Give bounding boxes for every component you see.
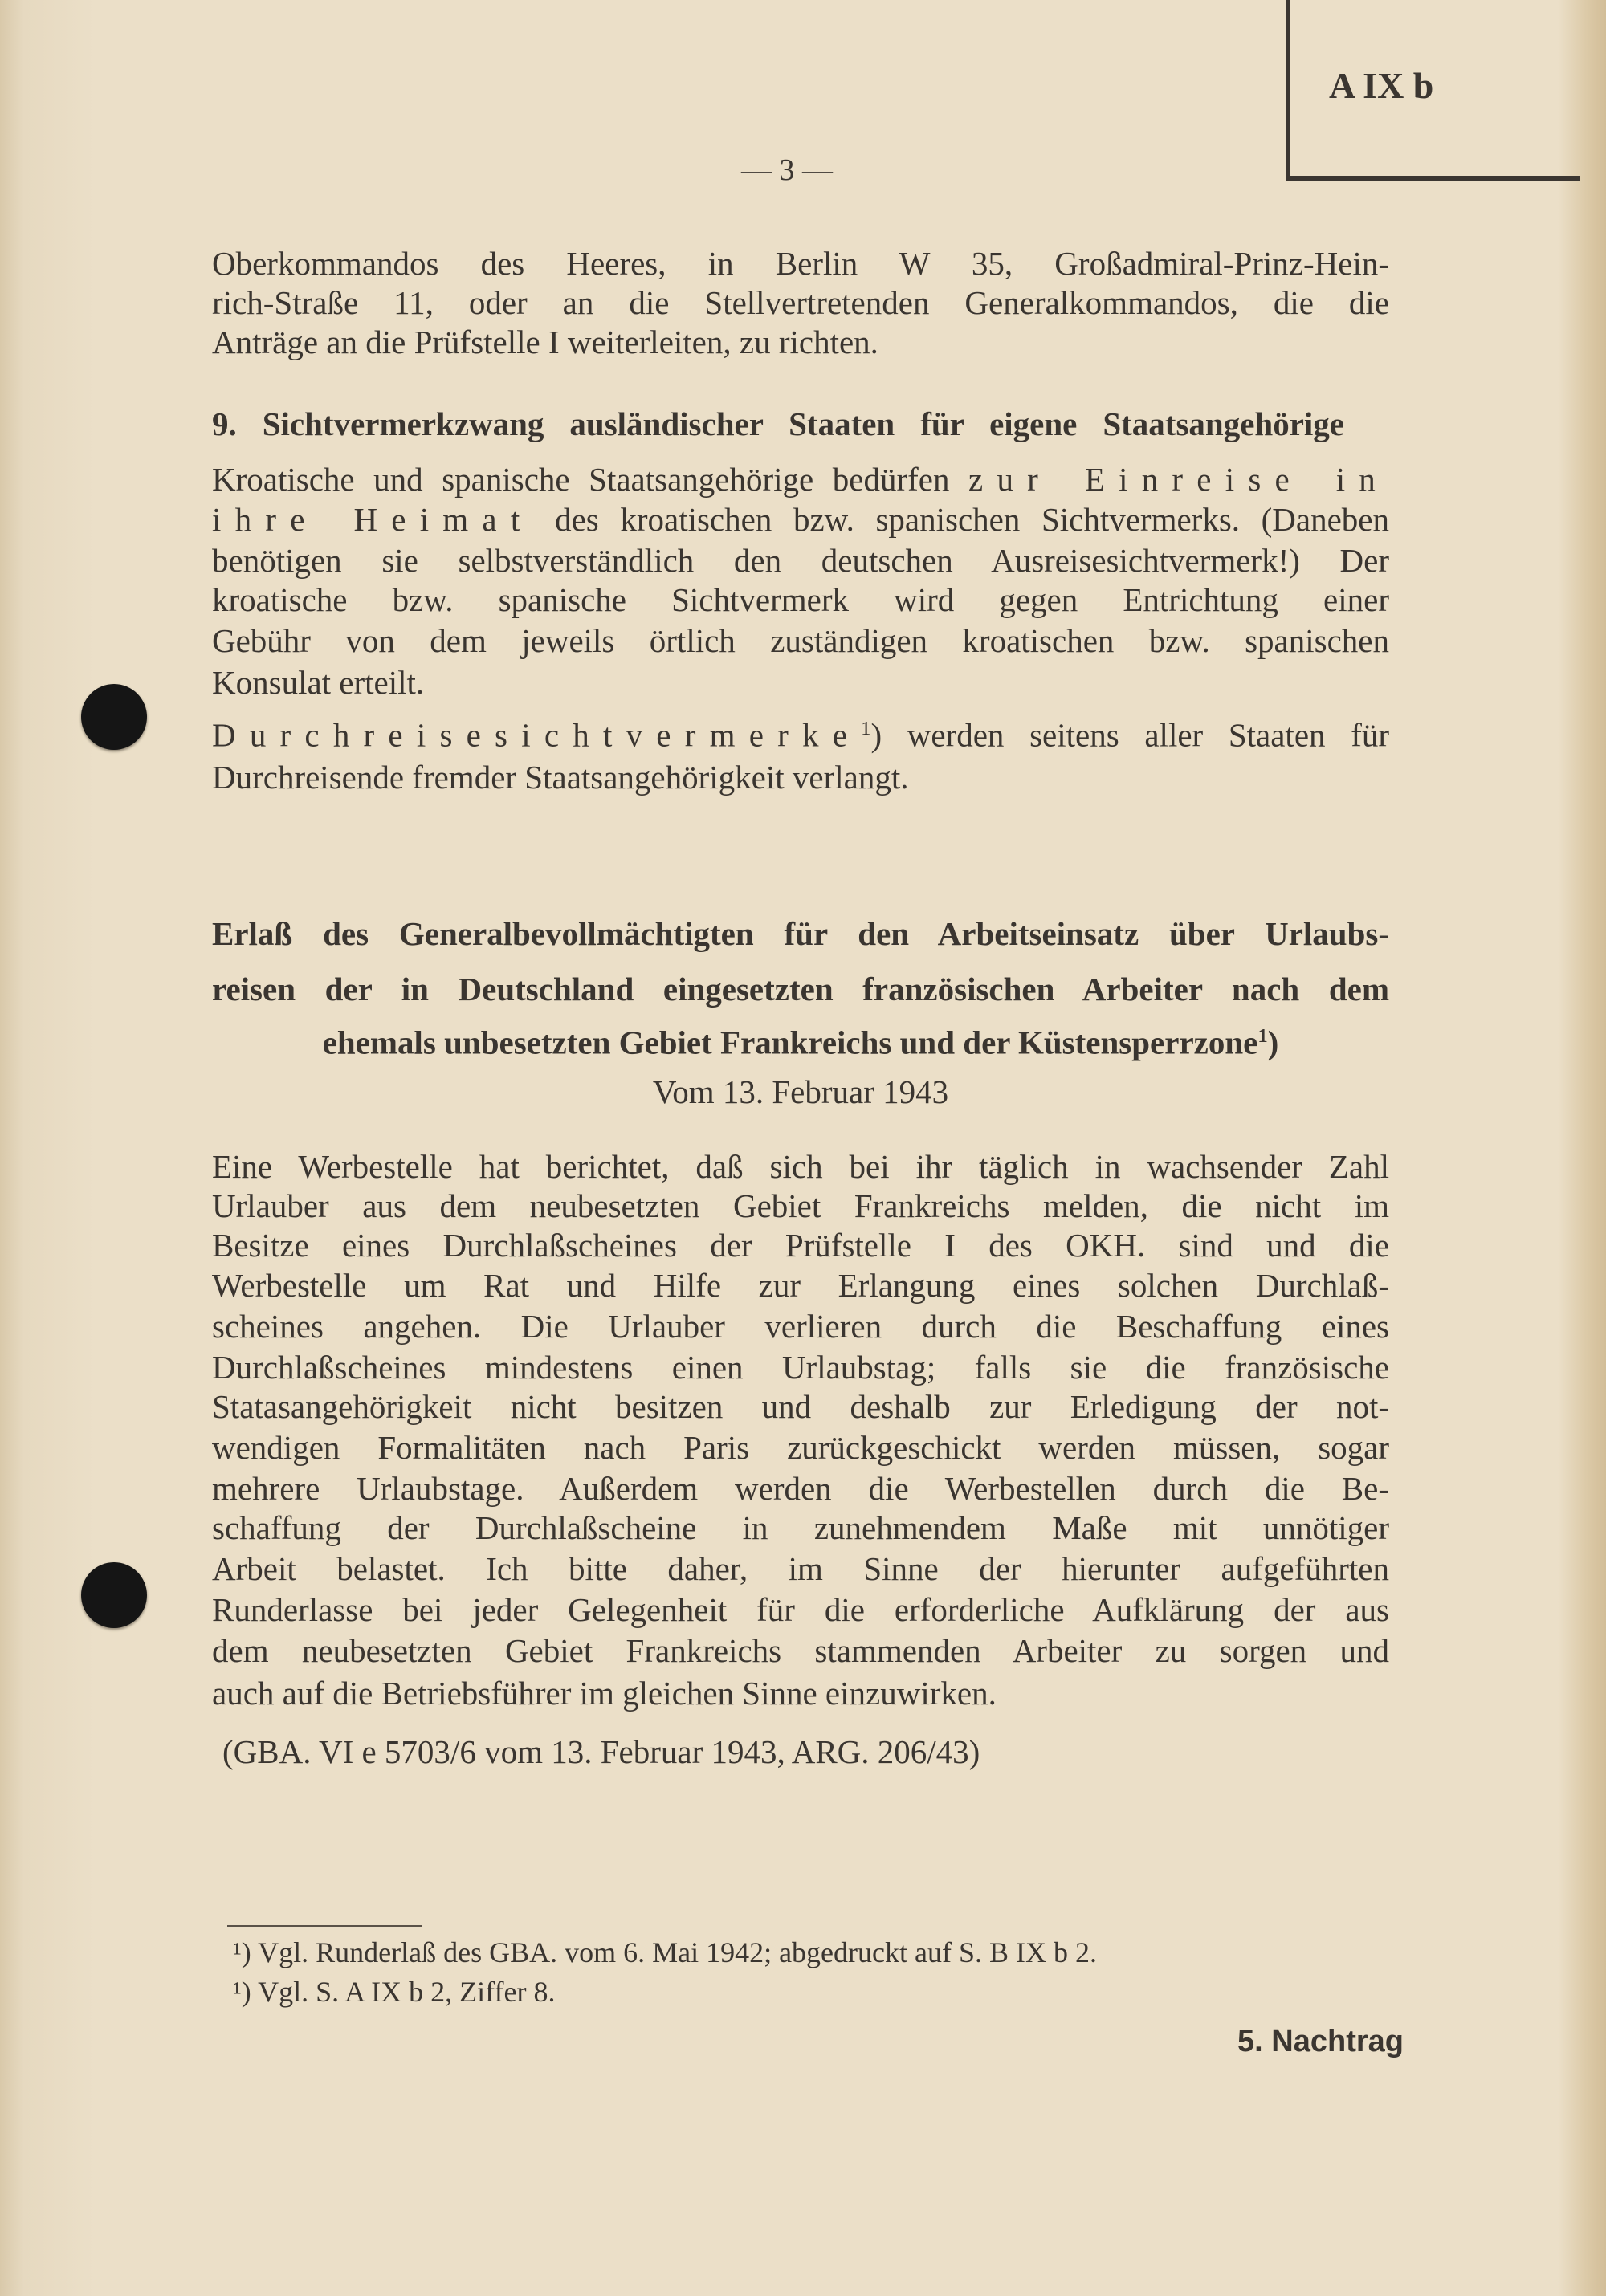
text-line: dem neubesetzten Gebiet Frankreichs stammenden Arbeiter zu sorgen und [212,1632,1389,1669]
text-line: Urlauber aus dem neubesetzten Gebiet Frankreichs melden, die nicht im [212,1187,1389,1224]
text-line: wendigen Formalitäten nach Paris zurückgeschickt werden müssen, sogar [212,1429,1389,1466]
text-line: schaffung der Durchlaßscheine in zunehmendem Maße mit unnötiger [212,1509,1389,1546]
decree-title-line: Erlaß des Generalbevollmächtigten für den Arbeitseinsatz über Urlaubs- [212,915,1389,952]
text-line: Arbeit belastet. Ich bitte daher, im Sinne der hierunter aufgeführten [212,1550,1389,1587]
punch-hole [81,684,147,750]
text-segment: ) [1267,1024,1279,1061]
text-line: Anträge an die Prüfstelle I weiterleiten, zu richten. [212,324,878,360]
decree-title-line: reisen der in Deutschland eingesetzten französischen Arbeiter nach dem [212,971,1389,1008]
section-code: A IX b [1329,65,1434,106]
text-segment: des kroatischen bzw. spanischen Sichtvermerks. (Daneben [555,501,1389,538]
text-line: scheines angehen. Die Urlauber verlieren durch die Beschaffung eines [212,1308,1389,1345]
footnote-ref: 1 [861,718,871,739]
footnote-ref: 1 [1257,1025,1268,1047]
spaced-emphasis: ihre Heimat [212,501,534,538]
text-line: benötigen sie selbstverständlich den deutschen Ausreisesichtvermerk!) Der [212,542,1389,579]
page-number: — 3 — [741,153,833,187]
text-line: Gebühr von dem jeweils örtlich zuständigen kroatischen bzw. spanischen [212,622,1389,659]
corner-box-border [1286,176,1580,181]
corner-box-border [1286,0,1290,180]
spaced-emphasis: zur Einreise in [968,461,1390,498]
spaced-emphasis: Durchreisesichtvermerke [212,716,862,754]
supplement-label: 5. Nachtrag [1237,2025,1404,2058]
text-line: Oberkommandos des Heeres, in Berlin W 35, Großadmiral-Prinz-Hein- [212,245,1389,282]
punch-hole [81,1562,147,1628]
text-line: auch auf die Betriebsführer im gleichen Sinne einzuwirken. [212,1675,997,1712]
text-line: Eine Werbestelle hat berichtet, daß sich bei ihr täglich in wachsender Zahl [212,1148,1389,1185]
text-line: Runderlasse bei jeder Gelegenheit für die erforderliche Aufklärung der aus [212,1591,1389,1628]
footnote: ¹) Vgl. S. A IX b 2, Ziffer 8. [233,1976,556,2008]
text-segment: ) werden seitens aller Staaten für [870,716,1389,754]
decree-date: Vom 13. Februar 1943 [652,1073,949,1110]
text-line: Durchlaßscheines mindestens einen Urlaubstag; falls sie die französische [212,1349,1389,1386]
section-heading: 9. Sichtvermerkzwang ausländischer Staaten für eigene Staatsangehörige [212,405,1344,442]
text-line: Durchreisende fremder Staatsangehörigkeit verlangt. [212,759,909,796]
text-line: kroatische bzw. spanische Sichtvermerk wird gegen Entrichtung einer [212,581,1389,618]
decree-title-line: ehemals unbesetzten Gebiet Frankreichs und der Küstensperrzone [322,1024,1258,1061]
text-line: Konsulat erteilt. [212,664,425,701]
text-line: Besitze eines Durchlaßscheines der Prüfstelle I des OKH. sind und die [212,1227,1389,1264]
text-line: mehrere Urlaubstage. Außerdem werden die Werbestellen durch die Be- [212,1470,1389,1507]
text-line: Statasangehörigkeit nicht besitzen und deshalb zur Erledigung der not- [212,1388,1389,1425]
text-segment: Kroatische und spanische Staatsangehörige bedürfen [212,461,950,498]
footnote-divider [227,1925,422,1927]
text-line: rich-Straße 11, oder an die Stellvertretenden Generalkommandos, die die [212,284,1389,321]
footnote: ¹) Vgl. Runderlaß des GBA. vom 6. Mai 1942; abgedruckt auf S. B IX b 2. [233,1936,1097,1968]
decree-citation: (GBA. VI e 5703/6 vom 13. Februar 1943, ARG. 206/43) [222,1733,980,1770]
text-line: Werbestelle um Rat und Hilfe zur Erlangung eines solchen Durchlaß- [212,1267,1389,1304]
